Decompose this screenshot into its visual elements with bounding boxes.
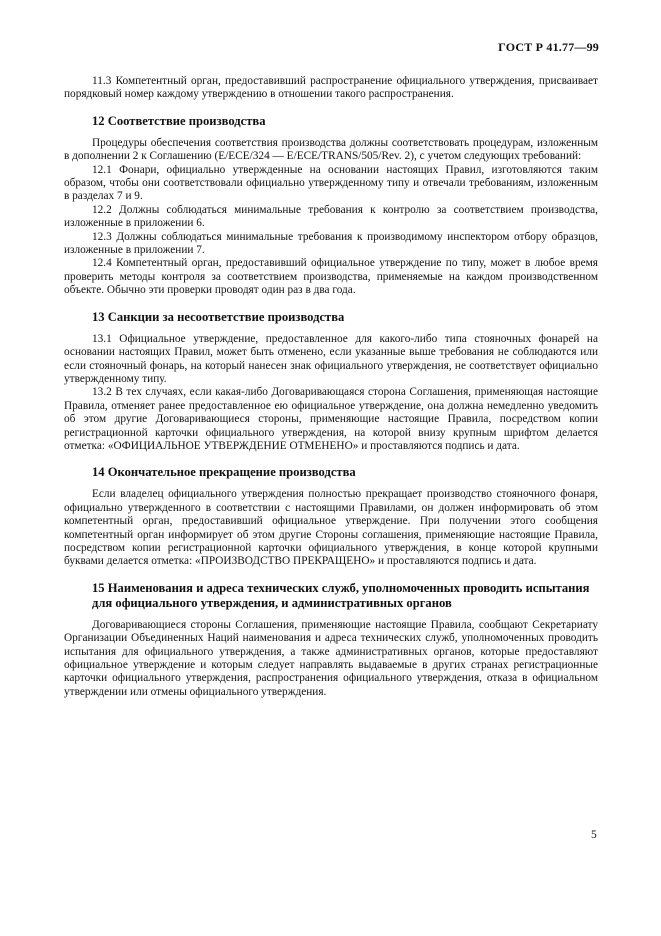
paragraph-12-2: 12.2 Должны соблюдаться минимальные требования к контролю за соответствием производства, изложенные в приложении 6. <box>64 203 598 230</box>
document-id: ГОСТ Р 41.77—99 <box>498 40 599 54</box>
page-body <box>64 75 598 699</box>
paragraph-12-3: 12.3 Должны соблюдаться минимальные требования к производимому инспектором отбору образцов, изложенные в приложении 7. <box>64 230 598 257</box>
section-14-heading: 14 Окончательное прекращение производства <box>92 465 356 480</box>
paragraph-13-1: 13.1 Официальное утверждение, предоставленное для какого-либо типа стояночных фонарей на основании настоящих Правил, может быть отменено, если указанные выше требования не соблюдаются или если стояночный фонарь, на который нанесен знак официального утверждения, не соответствует официально утвержденному типу. <box>64 332 598 385</box>
section-12-heading: 12 Соответствие производства <box>92 113 266 128</box>
section-12-intro: Процедуры обеспечения соответствия производства должны соответствовать процедурам, изложенным в дополнении 2 к Соглашению (E/ECE/324 — E/ECE/TRANS/505/Rev. 2), с учетом следующих требований: <box>64 136 598 163</box>
section-15-heading: 15 Наименования и адреса технических служб, уполномоченных проводить испытания для официального утверждения, и административных органов <box>92 580 590 610</box>
paragraph-13-2: 13.2 В тех случаях, если какая-либо Договаривающаяся сторона Соглашения, применяющая настоящие Правила, отменяет ранее предоставленное ею официальное утверждение, она должна немедленно уведомить об этом другие Договаривающиеся стороны, применяющие настоящие Правила, посредством копии регистрационной карточки официального утверждения, на которой внизу крупным шрифтом делается отметка: «ОФИЦИАЛЬНОЕ УТВЕРЖДЕНИЕ ОТМЕНЕНО» и проставляются подпись и дата. <box>64 386 598 452</box>
page-number: 5 <box>591 829 597 841</box>
paragraph-11-3: 11.3 Компетентный орган, предоставивший распространение официального утверждения, присваивает порядковый номер каждому утверждению в отношении такого распространения. <box>64 75 598 101</box>
section-15-text: Договаривающиеся стороны Соглашения, применяющие настоящие Правила, сообщают Секретариату Организации Объединенных Наций наименования и адреса технических служб, уполномоченных проводить испытания для официального утверждения, а также административных органов, которые предоставляют официальное утверждение и которым следует направлять выдаваемые в других странах регистрационные карточки официального утверждения, распространения официального утверждения, отказа в официальном утверждении или отмены официального утверждения. <box>64 618 598 698</box>
section-13-heading: 13 Санкции за несоответствие производства <box>92 309 345 324</box>
section-14-text: Если владелец официального утверждения полностью прекращает производство стояночного фонаря, официально утвержденного в соответствии с настоящими Правилами, он должен информировать об этом компетентный орган, предоставивший официальное утверждение. При получении этого сообщения компетентный орган информирует об этом другие Стороны соглашения, применяющие настоящие Правила, посредством копии регистрационной карточки официального утверждения, в конце которой крупными буквами делается отметка: «ПРОИЗВОДСТВО ПРЕКРАЩЕНО» и проставляются подпись и дата. <box>64 488 598 568</box>
paragraph-12-1: 12.1 Фонари, официально утвержденные на основании настоящих Правил, изготовляются таким образом, чтобы они соответствовали официально утвержденному типу и отвечали требованиям, изложенным в разделах 7 и 9. <box>64 163 598 203</box>
paragraph-12-4: 12.4 Компетентный орган, предоставивший официальное утверждение по типу, может в любое время проверить методы контроля за соответствием производства, применяемые на каждом производственном объекте. Обычно эти проверки проводят один раз в два года. <box>64 257 598 297</box>
